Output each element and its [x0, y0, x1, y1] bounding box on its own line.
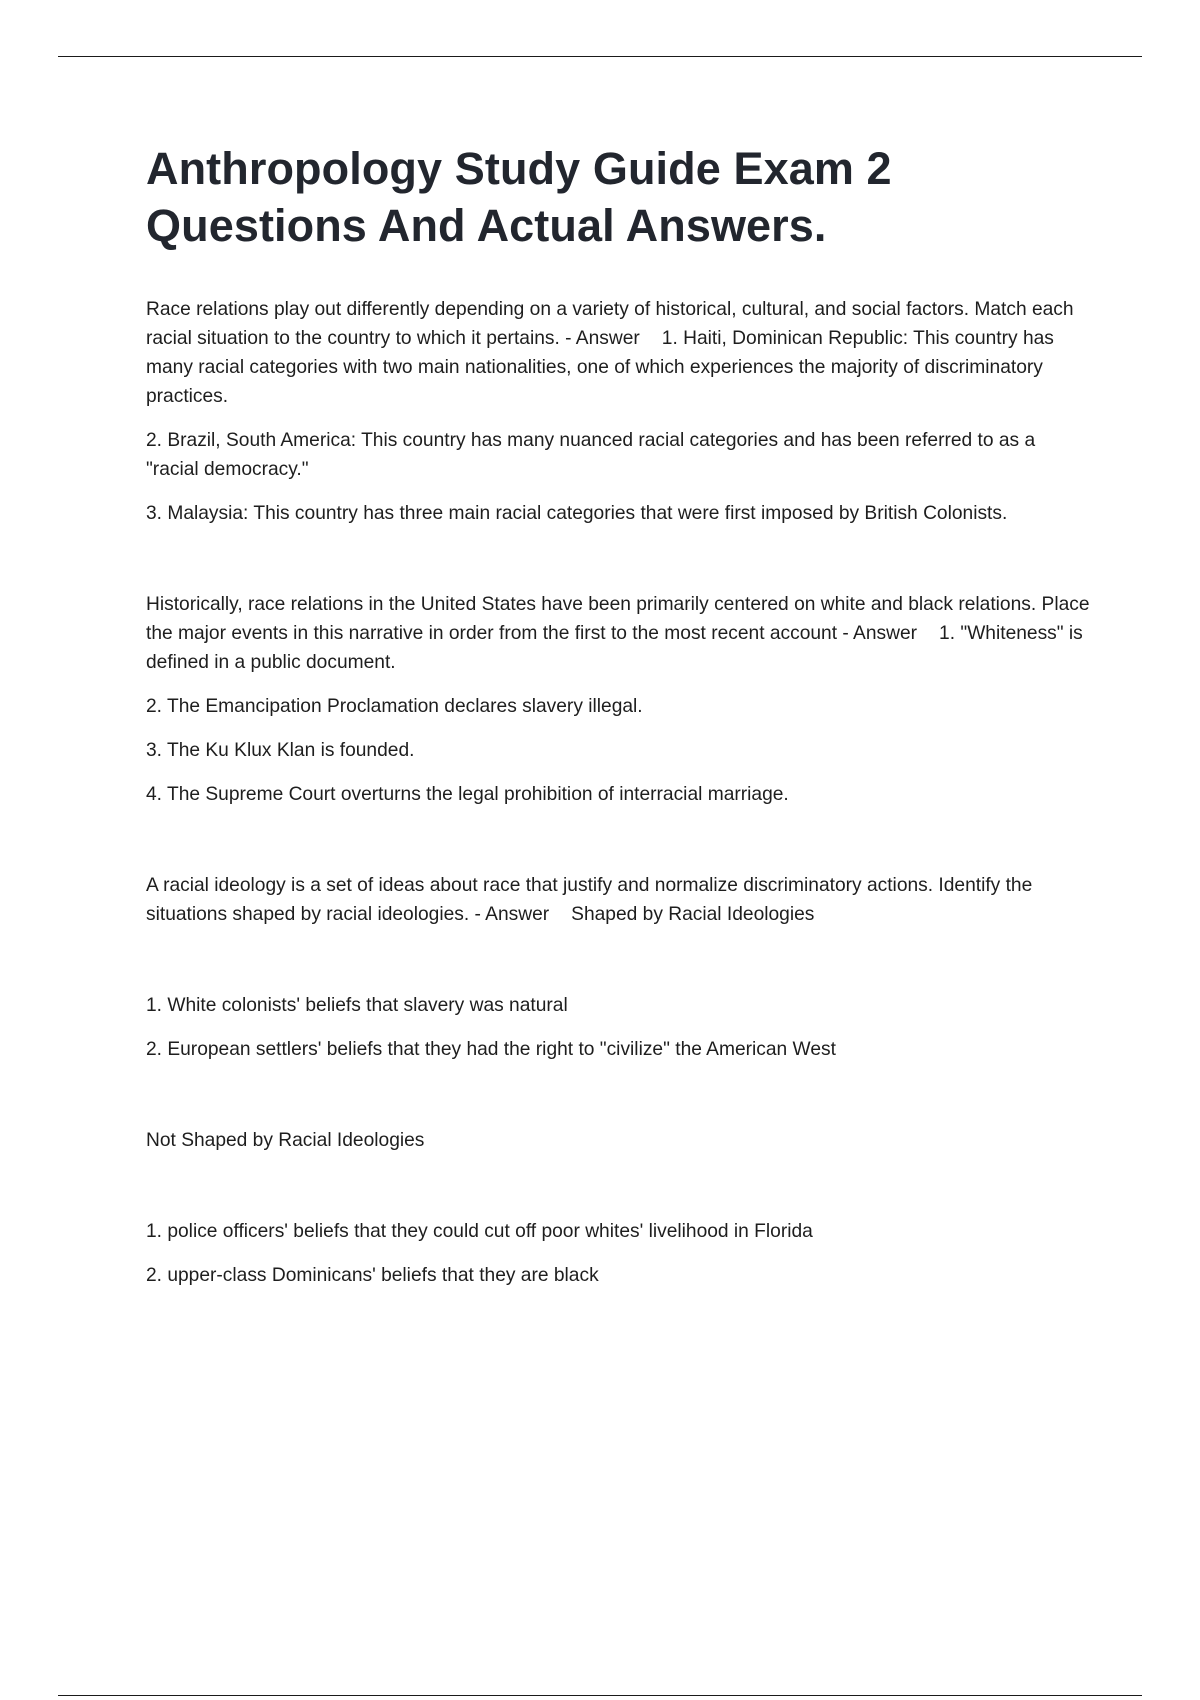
q1-question-block	[146, 295, 1092, 411]
bottom-rule	[58, 1695, 1142, 1696]
document-title	[146, 140, 1092, 254]
q2-question: Historically, race relations in the United States have been primarily centered on white and black relations. Place the major events in this narrative in order from the first to the most recent account - Answer	[146, 594, 1090, 644]
q2-answer-4: 4. The Supreme Court overturns the legal prohibition of interracial marriage.	[146, 784, 789, 805]
q3-shaped-2: 2. European settlers' beliefs that they had the right to "civilize" the American West	[146, 1039, 836, 1060]
q1-answer-1: 1. Haiti, Dominican Republic: This country has many racial categories with two main nationalities, one of which experiences the majority of discriminatory practices.	[146, 328, 1054, 407]
q2-answer-1: 1. "Whiteness" is defined in a public document.	[146, 623, 1083, 673]
q3-question-block	[146, 871, 1092, 929]
q1-answer-3: 3. Malaysia: This country has three main racial categories that were first imposed by British Colonists.	[146, 503, 1008, 524]
q3-shaped-1: 1. White colonists' beliefs that slavery was natural	[146, 995, 568, 1016]
document-body	[146, 140, 1092, 1290]
q1-question: Race relations play out differently depending on a variety of historical, cultural, and social factors. Match each racial situation to the country to which it pertains. - Answer	[146, 299, 1074, 349]
q1-answer-2: 2. Brazil, South America: This country has many nuanced racial categories and has been referred to as a "racial democracy."	[146, 430, 1036, 480]
title-line-2: Questions And Actual Answers.	[146, 200, 827, 251]
q3-shaped-heading: Shaped by Racial Ideologies	[571, 904, 815, 925]
q2-question-block	[146, 590, 1092, 677]
q3-question: A racial ideology is a set of ideas about race that justify and normalize discriminatory actions. Identify the situations shaped by racial ideologies. - Answer	[146, 875, 1033, 925]
q2-answer-3: 3. The Ku Klux Klan is founded.	[146, 740, 415, 761]
q2-answer-2: 2. The Emancipation Proclamation declares slavery illegal.	[146, 696, 643, 717]
q3-not-shaped-heading: Not Shaped by Racial Ideologies	[146, 1130, 425, 1151]
q3-not-shaped-2: 2. upper-class Dominicans' beliefs that they are black	[146, 1265, 599, 1286]
title-line-1: Anthropology Study Guide Exam 2	[146, 143, 892, 194]
q3-not-shaped-1: 1. police officers' beliefs that they could cut off poor whites' livelihood in Florida	[146, 1221, 813, 1242]
top-rule	[58, 56, 1142, 57]
